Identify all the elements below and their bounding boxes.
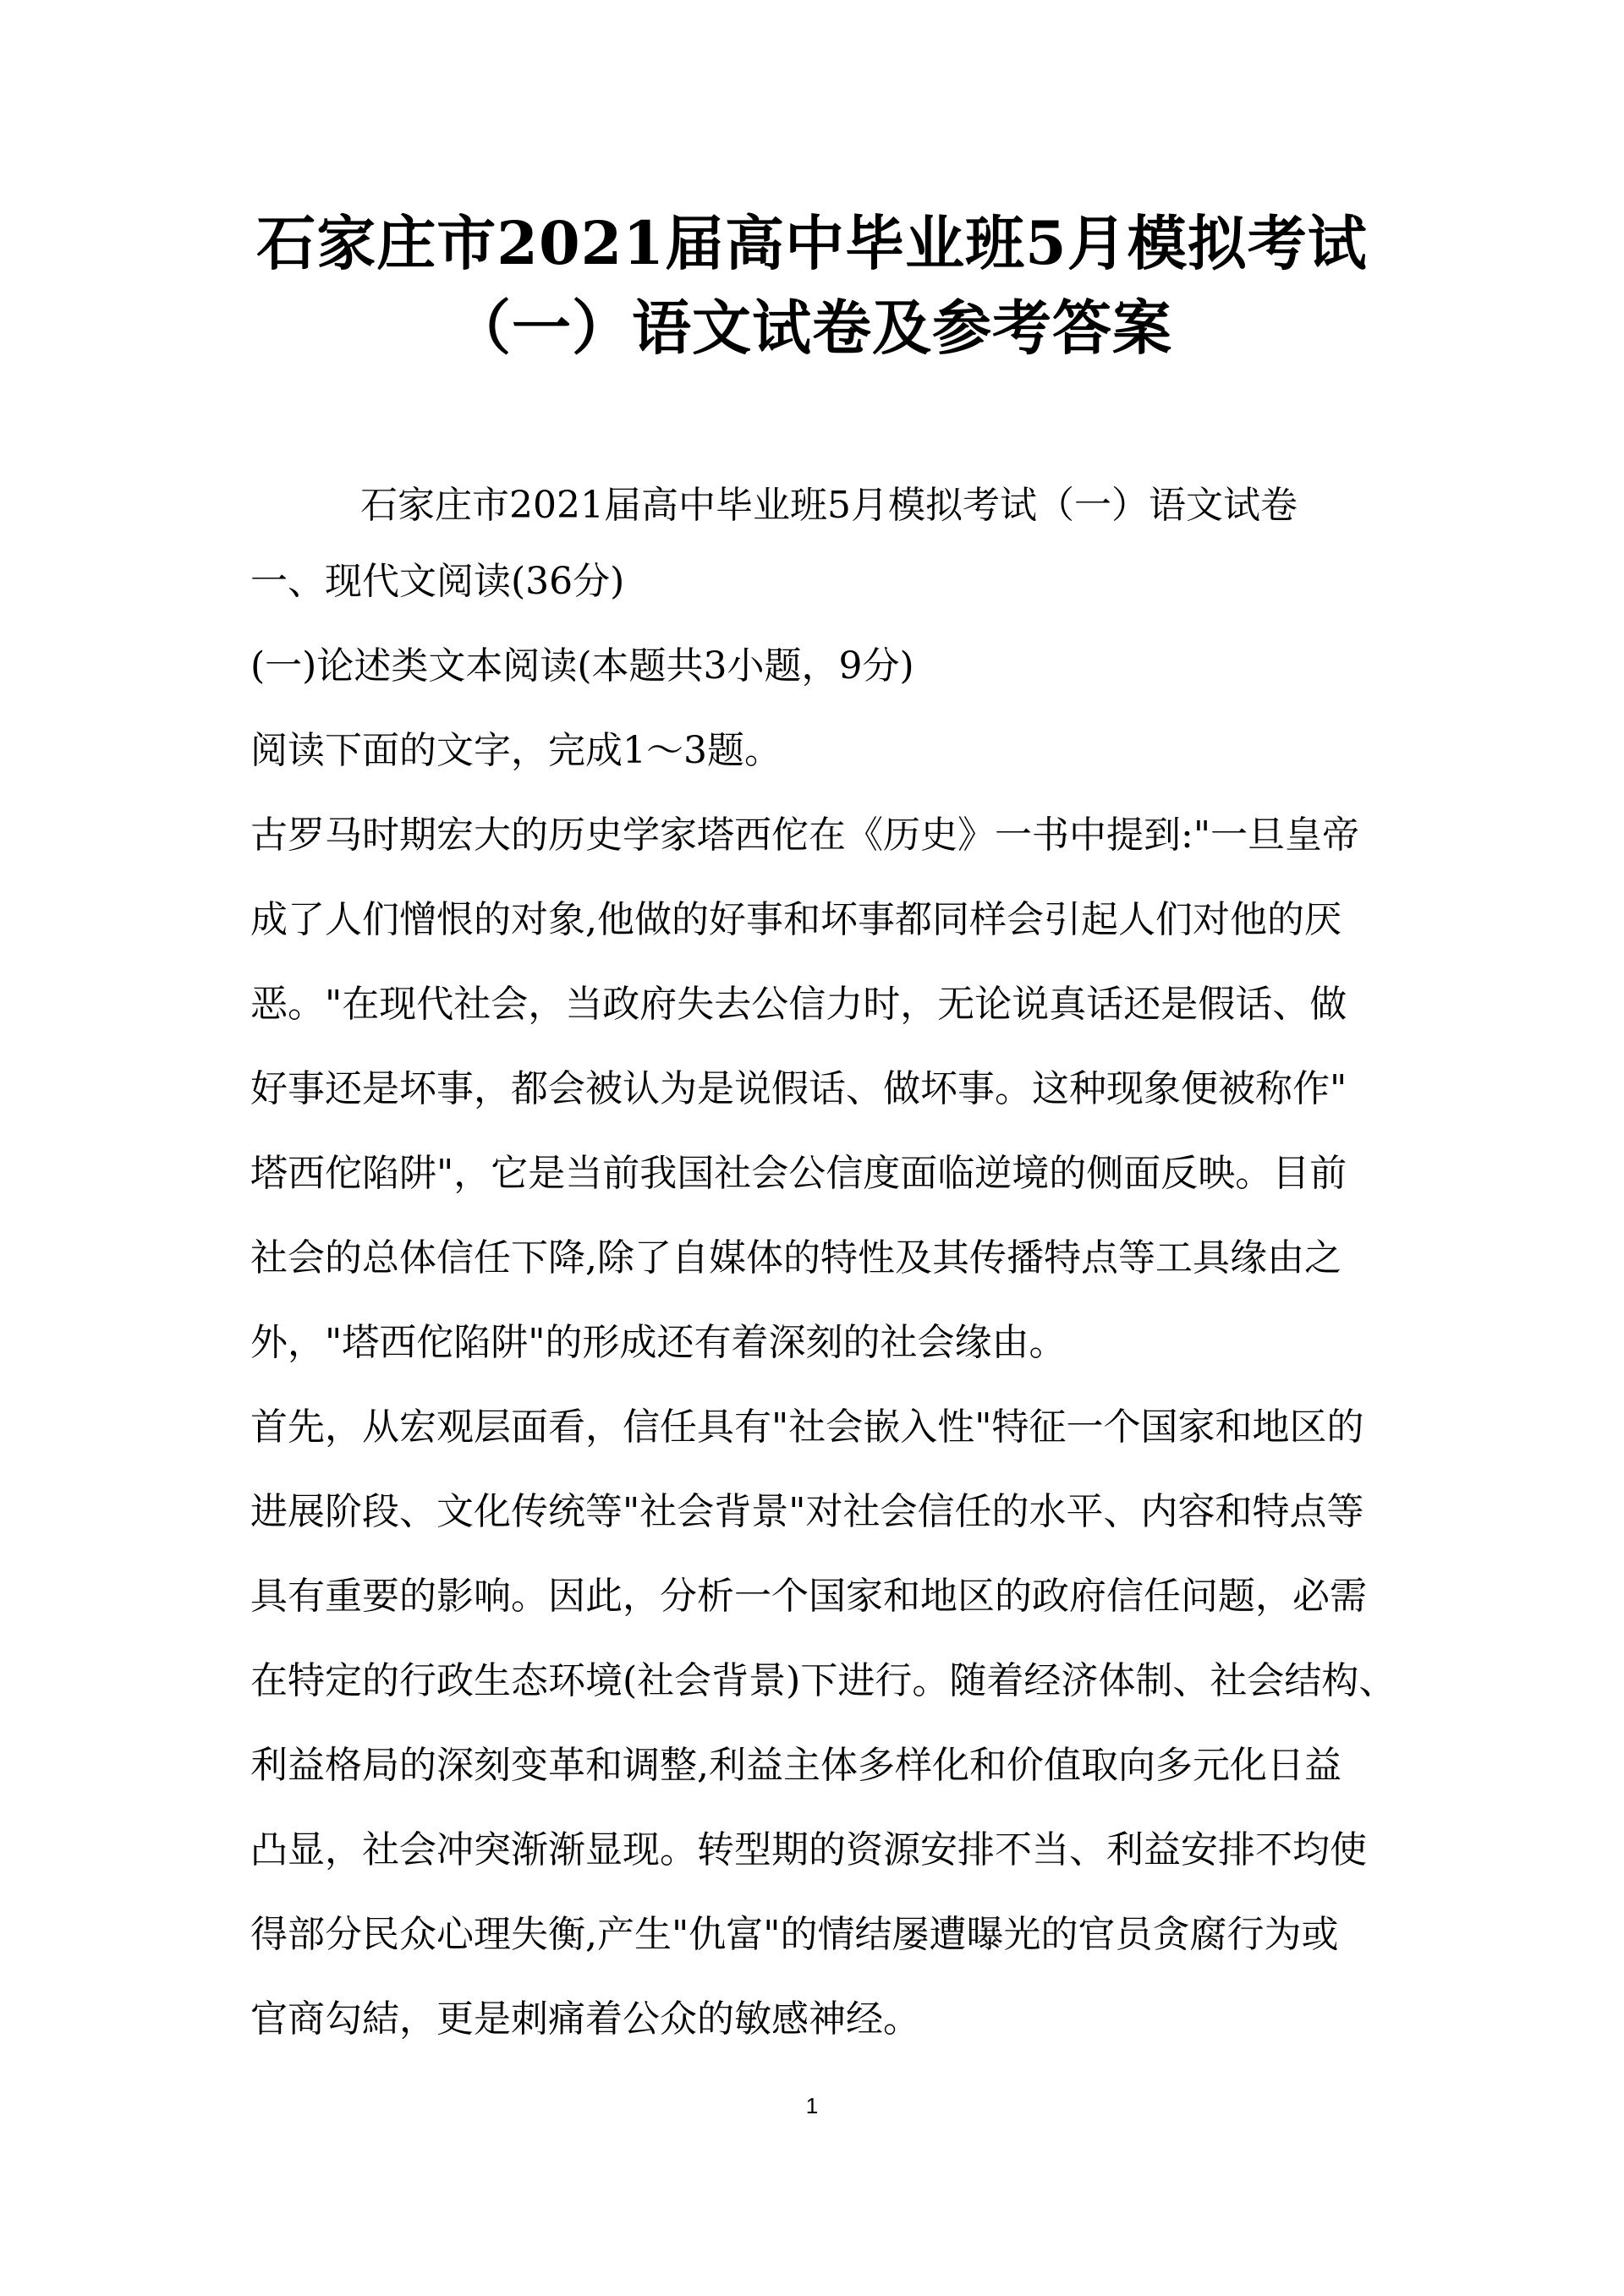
paragraph-line: 社会的总体信任下降,除了自媒体的特性及其传播特点等工具缘由之 bbox=[250, 1236, 1341, 1280]
paragraph-line: 古罗马时期宏大的历史学家塔西佗在《历史》一书中提到:"一旦皇帝 bbox=[250, 814, 1360, 857]
subsection-heading: (一)论述类文本阅读(本题共3小题，9分) bbox=[250, 644, 914, 688]
page-number: 1 bbox=[805, 2093, 819, 2118]
section-heading: 一、现代文阅读(36分) bbox=[250, 560, 625, 603]
paragraph-line: 得部分民众心理失衡,产生"仇富"的情结屡遭曝光的官员贪腐行为或 bbox=[250, 1913, 1339, 1956]
paragraph-line: 好事还是坏事，都会被认为是说假话、做坏事。这种现象便被称作" bbox=[250, 1067, 1347, 1110]
paragraph-line: 具有重要的影响。因此，分析一个国家和地区的政府信任问题，必需 bbox=[250, 1575, 1367, 1618]
paragraph-line: 进展阶段、文化传统等"社会背景"对社会信任的水平、内容和特点等 bbox=[250, 1490, 1364, 1533]
paragraph-line: 首先，从宏观层面看，信任具有"社会嵌入性"特征一个国家和地区的 bbox=[250, 1406, 1364, 1449]
instruction-line: 阅读下面的文字，完成1～3题。 bbox=[250, 729, 782, 772]
document-title-line-1: 石家庄市2021届高中毕业班5月模拟考试 bbox=[256, 208, 1368, 278]
paragraph-line: 凸显，社会冲突渐渐显现。转型期的资源安排不当、利益安排不均使 bbox=[250, 1828, 1367, 1871]
paragraph-line: 恶。"在现代社会，当政府失去公信力时，无论说真话还是假话、做 bbox=[250, 983, 1347, 1026]
paragraph-line: 外，"塔西佗陷阱"的形成还有着深刻的社会缘由。 bbox=[250, 1321, 1067, 1364]
paragraph-line: 利益格局的深刻变革和调整,利益主体多样化和价值取向多元化日益 bbox=[250, 1744, 1341, 1787]
paragraph-line: 官商勾結，更是刺痛着公众的敏感神经。 bbox=[250, 1997, 920, 2041]
exam-subtitle: 石家庄市2021届高中毕业班5月模拟考试（一）语文试卷 bbox=[360, 484, 1298, 527]
document-title-line-2: （一）语文试卷及参考答案 bbox=[452, 293, 1172, 363]
paragraph-line: 塔西佗陷阱"，它是当前我国社会公信度面临逆境的侧面反映。目前 bbox=[250, 1152, 1347, 1195]
paragraph-line: 在特定的行政生态环境(社会背景)下进行。随着经济体制、社会结构、 bbox=[250, 1659, 1396, 1702]
paragraph-line: 成了人们憎恨的对象,他做的好事和坏事都同样会引起人们对他的厌 bbox=[250, 898, 1341, 941]
